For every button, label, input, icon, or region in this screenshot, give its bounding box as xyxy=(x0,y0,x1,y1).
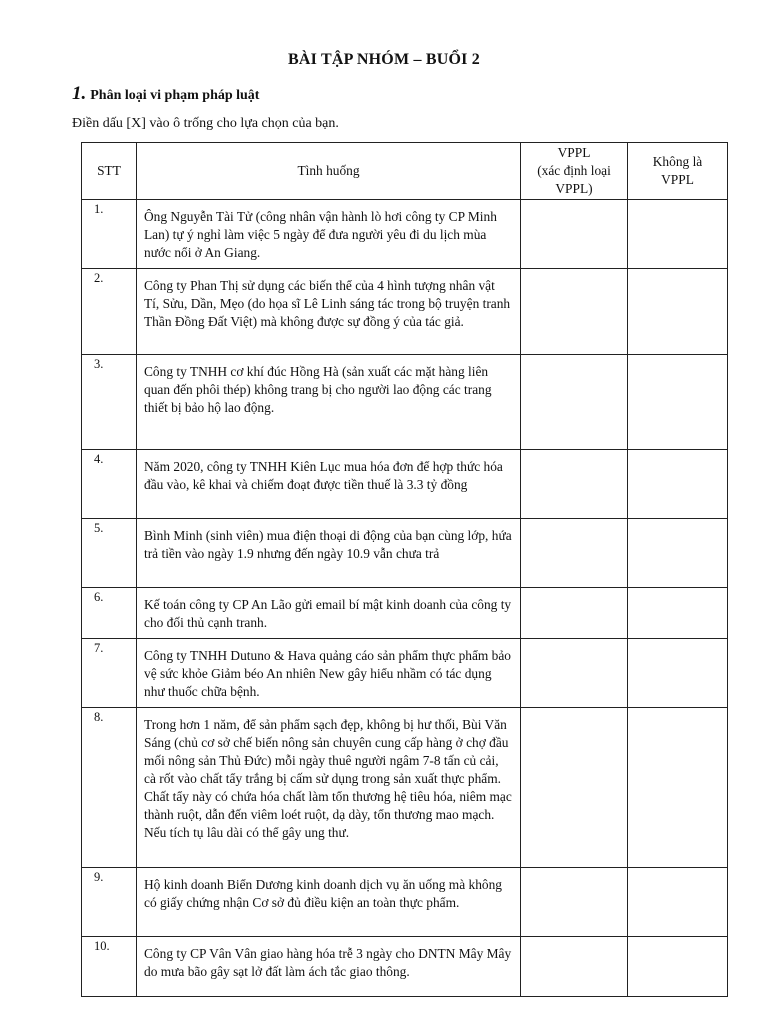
situation-text: Công ty CP Vân Vân giao hàng hóa trễ 3 ngày cho DNTN Mây Mây do mưa bão gây sạt lở đất làm ách tắc giao thông. xyxy=(137,937,521,997)
table-row xyxy=(82,519,728,588)
row-number: 6. xyxy=(82,588,137,639)
table-row xyxy=(82,868,728,937)
not-vppl-checkbox-cell[interactable] xyxy=(628,708,728,868)
header-situation: Tình huống xyxy=(137,143,521,200)
situation-text: Trong hơn 1 năm, để sản phẩm sạch đẹp, không bị hư thối, Bùi Văn Sáng (chủ cơ sở chế biến nông sản chuyên cung cấp hàng ở chợ đầu mối nông sản Thủ Đức) mỗi ngày thuê người ngâm 7-8 tấn củ cải, cà rốt vào chất tẩy trắng bị cấm sử dụng trong sản xuất thực phẩm. Chất tẩy này có chứa hóa chất làm tổn thương hệ tiêu hóa, niêm mạc thành ruột, dẫn đến viêm loét ruột, dạ dày, tổn thương mao mạch. Nếu tích tụ lâu dài có thể gây ung thư. xyxy=(137,708,521,868)
table-row xyxy=(82,588,728,639)
situation-text: Năm 2020, công ty TNHH Kiên Lục mua hóa đơn để hợp thức hóa đầu vào, kê khai và chiếm đoạt được tiền thuế là 3.3 tỷ đồng xyxy=(137,450,521,519)
situation-text: Hộ kinh doanh Biển Dương kinh doanh dịch vụ ăn uống mà không có giấy chứng nhận Cơ sở đủ điều kiện an toàn thực phẩm. xyxy=(137,868,521,937)
situation-text: Bình Minh (sinh viên) mua điện thoại di động của bạn cùng lớp, hứa trả tiền vào ngày 1.9 nhưng đến ngày 10.9 vẫn chưa trả xyxy=(137,519,521,588)
vppl-checkbox-cell[interactable] xyxy=(521,450,628,519)
situation-text: Công ty Phan Thị sử dụng các biến thể của 4 hình tượng nhân vật Tí, Sửu, Dần, Mẹo (do họa sĩ Lê Linh sáng tác trong bộ truyện tranh Thần Đồng Đất Việt) mà không được sự đồng ý của tác giả. xyxy=(137,269,521,355)
table-header-row xyxy=(82,143,728,200)
not-vppl-checkbox-cell[interactable] xyxy=(628,450,728,519)
table-row xyxy=(82,200,728,269)
table-row xyxy=(82,708,728,868)
vppl-checkbox-cell[interactable] xyxy=(521,355,628,450)
section-heading-text: Phân loại vi phạm pháp luật xyxy=(90,88,260,103)
instruction-text: Điền dấu [X] vào ô trống cho lựa chọn của bạn. xyxy=(72,116,339,131)
row-number: 1. xyxy=(82,200,137,269)
not-vppl-checkbox-cell[interactable] xyxy=(628,200,728,269)
classification-table xyxy=(81,142,728,997)
situation-text: Kế toán công ty CP An Lão gửi email bí mật kinh doanh của công ty cho đối thủ cạnh tranh. xyxy=(137,588,521,639)
header-vppl-line3: VPPL) xyxy=(555,181,593,196)
vppl-checkbox-cell[interactable] xyxy=(521,937,628,997)
section-number: 1. xyxy=(72,83,87,104)
row-number: 10. xyxy=(82,937,137,997)
header-not-vppl-line1: Không là xyxy=(652,154,703,169)
header-vppl xyxy=(521,143,628,200)
row-number: 8. xyxy=(82,708,137,868)
row-number: 3. xyxy=(82,355,137,450)
not-vppl-checkbox-cell[interactable] xyxy=(628,519,728,588)
row-number: 7. xyxy=(82,639,137,708)
situation-text: Ông Nguyễn Tài Tử (công nhân vận hành lò hơi công ty CP Minh Lan) tự ý nghỉ làm việc 5 ngày để đưa người yêu đi du lịch mùa nước nổi ở An Giang. xyxy=(137,200,521,269)
page-title: BÀI TẬP NHÓM – BUỔI 2 xyxy=(288,51,480,68)
table-row xyxy=(82,450,728,519)
situation-text: Công ty TNHH Dutuno & Hava quảng cáo sản phẩm thực phẩm bảo vệ sức khỏe Giảm béo An nhiên New gây hiểu nhầm có tác dụng như thuốc chữa bệnh. xyxy=(137,639,521,708)
vppl-checkbox-cell[interactable] xyxy=(521,269,628,355)
header-vppl-line1: VPPL xyxy=(557,145,591,160)
header-not-vppl xyxy=(628,143,728,200)
vppl-checkbox-cell[interactable] xyxy=(521,588,628,639)
vppl-checkbox-cell[interactable] xyxy=(521,519,628,588)
vppl-checkbox-cell[interactable] xyxy=(521,708,628,868)
vppl-checkbox-cell[interactable] xyxy=(521,868,628,937)
not-vppl-checkbox-cell[interactable] xyxy=(628,588,728,639)
table-row xyxy=(82,937,728,997)
not-vppl-checkbox-cell[interactable] xyxy=(628,355,728,450)
not-vppl-checkbox-cell[interactable] xyxy=(628,639,728,708)
situation-text: Công ty TNHH cơ khí đúc Hồng Hà (sản xuất các mặt hàng liên quan đến phôi thép) không trang bị cho người lao động các trang thiết bị bảo hộ lao động. xyxy=(137,355,521,450)
section-heading xyxy=(72,83,259,105)
table-row xyxy=(82,355,728,450)
row-number: 2. xyxy=(82,269,137,355)
table-row xyxy=(82,639,728,708)
row-number: 4. xyxy=(82,450,137,519)
not-vppl-checkbox-cell[interactable] xyxy=(628,269,728,355)
header-stt: STT xyxy=(82,143,137,200)
table-row xyxy=(82,269,728,355)
vppl-checkbox-cell[interactable] xyxy=(521,200,628,269)
header-vppl-line2: (xác định loại xyxy=(537,163,611,178)
not-vppl-checkbox-cell[interactable] xyxy=(628,937,728,997)
header-not-vppl-line2: VPPL xyxy=(661,172,694,187)
not-vppl-checkbox-cell[interactable] xyxy=(628,868,728,937)
row-number: 5. xyxy=(82,519,137,588)
row-number: 9. xyxy=(82,868,137,937)
vppl-checkbox-cell[interactable] xyxy=(521,639,628,708)
